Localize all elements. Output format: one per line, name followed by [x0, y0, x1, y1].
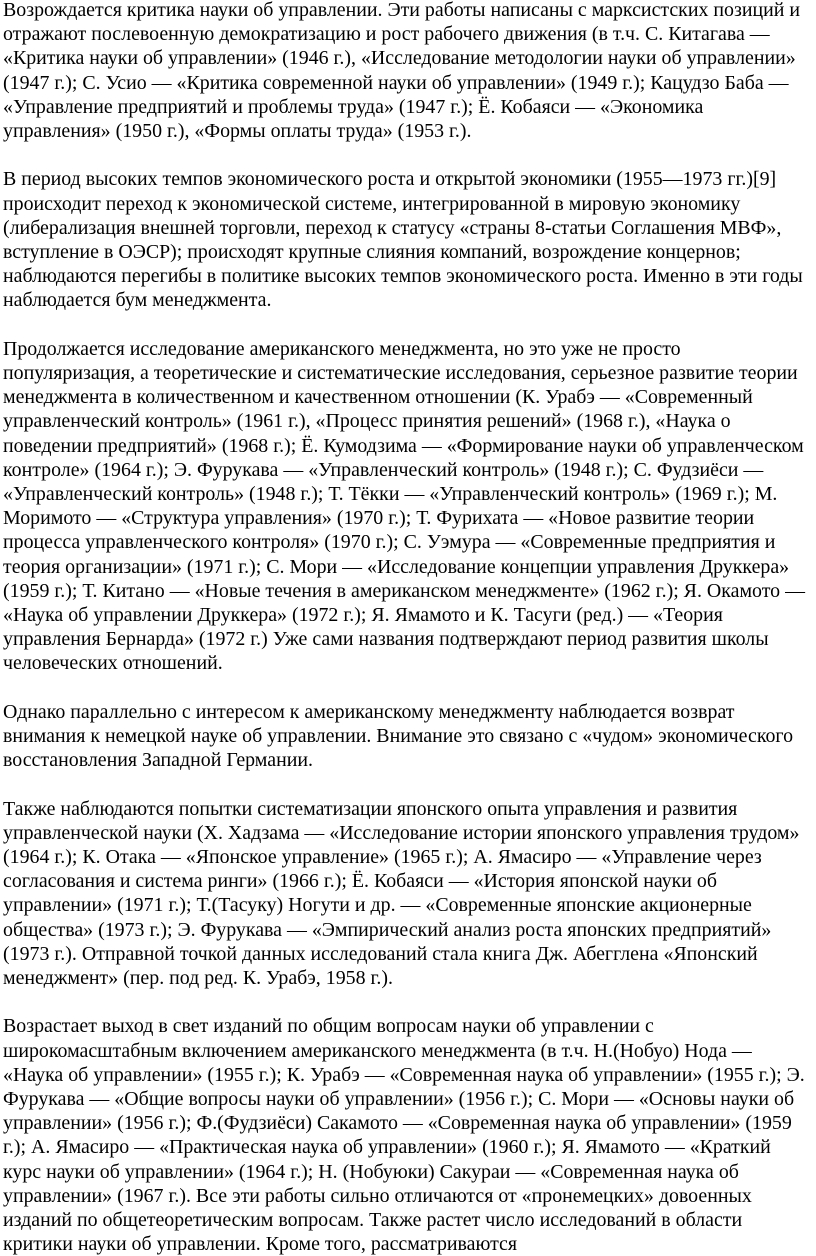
paragraph-critique-of-management-science: Возрождается критика науки об управлении. Эти работы написаны с марксистских позиций и отражают послевоенную демократизацию и рост рабочего движения (в т.ч. С. Китагава — «Критика науки об управлении» (1946 г.), «Исследование методологии науки об управлении» (1947 г.); С. Усио — «Критика современной науки об управлении» (1949 г.); Кацудзо Баба — «Управление предприятий и проблемы труда» (1947 г.); Ё. Кобаяси — «Экономика управления» (1950 г.), «Формы оплаты труда» (1953 г.).: [3, 0, 801, 143]
paragraph-high-growth-period: В период высоких темпов экономического роста и открытой экономики (1955—1973 гг.)[9] происходит переход к экономической системе, интегрированной в мировую экономику (либерализация внешней торговли, переход к статусу «страны 8-статьи Соглашения МВФ», вступление в ОЭСР); происходят крупные слияния компаний, возрождение концернов; наблюдаются перегибы в политике высоких темпов экономического роста. Именно в эти годы наблюдается бум менеджмента.: [3, 168, 803, 312]
paragraph-general-management-publications: Возрастает выход в свет изданий по общим вопросам науки об управлении с широкомасштабным включением американского менеджмента (в т.ч. Н.(Нобуо) Нода — «Наука об управлении» (1955 г.); К. Урабэ — «Современная наука об управлении» (1955 г.); Э. Фурукава — «Общие вопросы науки об управлении» (1956 г.); С. Мори — «Основы науки об управлении» (1956 г.); Ф.(Фудзиёси) Сакамото — «Современная наука об управлении» (1959 г.); А. Ямасиро — «Практическая наука об управлении» (1960 г.); Я. Ямамото — «Краткий курс науки об управлении» (1964 г.); Н. (Нобуюки) Сакураи — «Современная наука об управлении» (1967 г.). Все эти работы сильно отличаются от «пронемецких» довоенных изданий по общетеоретическим вопросам. Также растет число исследований в области критики науки об управлении. Кроме того, рассматриваются: [3, 1015, 805, 1256]
paragraph-american-management-research: Продолжается исследование американского менеджмента, но это уже не просто популяризация, а теоретические и систематические исследования, серьезное развитие теории менеджмента в количественном и качественном отношении (К. Урабэ — «Современный управленческий контроль» (1961 г.), «Процесс принятия решений» (1968 г.), «Наука о поведении предприятий» (1968 г.); Ё. Кумодзима — «Формирование науки об управленческом контроле» (1964 г.); Э. Фурукава — «Управленческий контроль» (1948 г.); С. Фудзиёси — «Управленческий контроль» (1948 г.); Т. Тёкки — «Управленческий контроль» (1969 г.); М. Моримото — «Структура управления» (1970 г.); Т. Фурихата — «Новое развитие теории процесса управленческого контроля» (1970 г.); С. Уэмура — «Современные предприятия и теория организации» (1971 г.); С. Мори — «Исследование концепции управления Друккера» (1959 г.); Т. Китано — «Новые течения в американском менеджменте» (1962 г.); Я. Окамото — «Наука об управлении Друккера» (1972 г.); Я. Ямамото и К. Тасуги (ред.) — «Теория управления Бернарда» (1972 г.) Уже сами названия подтверждают период развития школы человеческих отношений.: [3, 337, 805, 675]
paragraph-german-management-science: Однако параллельно с интересом к американскому менеджменту наблюдается возврат внимания к немецкой науке об управлении. Внимание это связано с «чудом» экономического восстановления Западной Германии.: [3, 700, 794, 772]
paragraph-japanese-management-systematization: Также наблюдаются попытки систематизации японского опыта управления и развития управленческой науки (Х. Хадзама — «Исследование истории японского управления трудом» (1964 г.); К. Отака — «Японское управление» (1965 г.); А. Ямасиро — «Управление через согласования и система ринги» (1966 г.); Ё. Кобаяси — «История японской науки об управлении» (1971 г.); Т.(Тасуку) Ногути и др. — «Современные японские акционерные общества» (1973 г.); Э. Фурукава — «Эмпирический анализ роста японских предприятий» (1973 г.). Отправной точкой данных исследований стала книга Дж. Абегглена «Японский менеджмент» (пер. под ред. К. Урабэ, 1958 г.).: [3, 797, 800, 990]
